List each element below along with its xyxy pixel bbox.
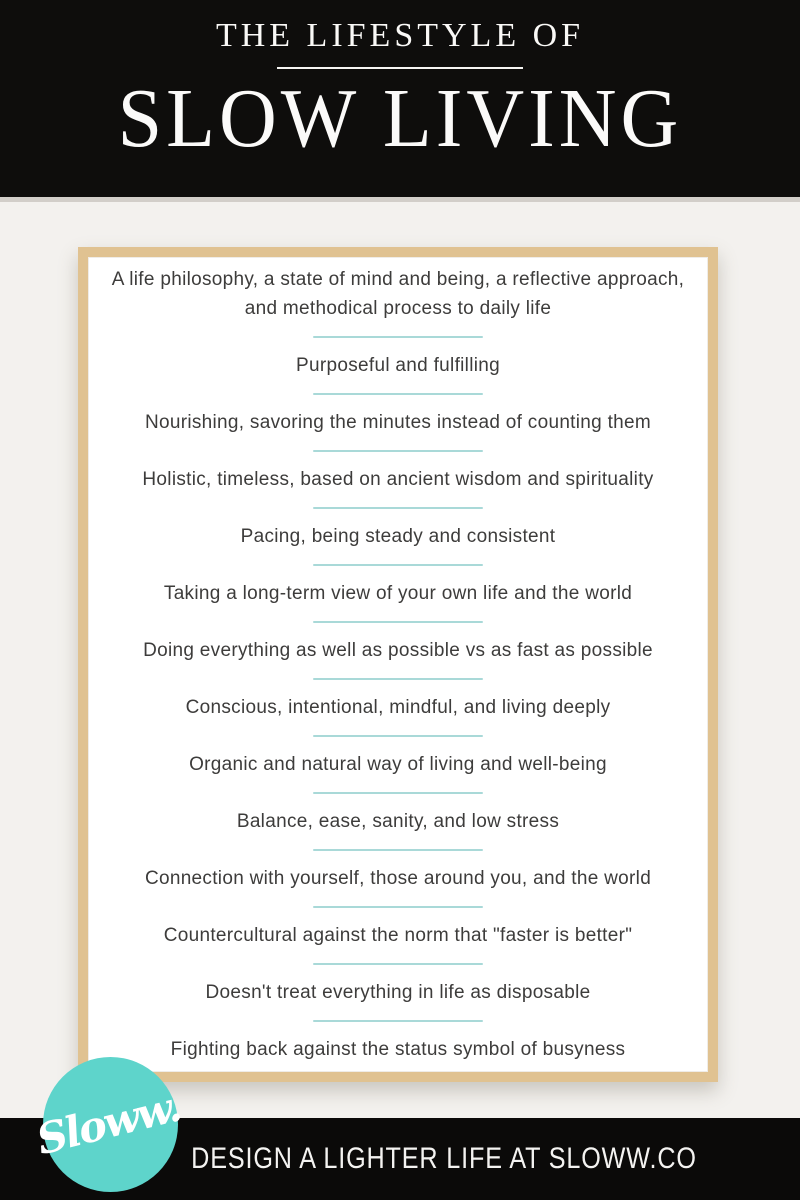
item-divider	[313, 849, 483, 851]
list-item: Purposeful and fulfilling	[296, 355, 500, 376]
item-divider	[313, 393, 483, 395]
wood-seam	[0, 197, 800, 202]
item-divider	[313, 336, 483, 338]
header-divider-line	[277, 67, 523, 69]
quote-card-content	[88, 257, 708, 1072]
list-item: Holistic, timeless, based on ancient wisdom and spirituality	[142, 469, 654, 490]
list-item: Doesn't treat everything in life as disposable	[205, 982, 591, 1003]
list-item: Countercultural against the norm that "faster is better"	[163, 925, 633, 946]
list-item: Doing everything as well as possible vs as fast as possible	[143, 640, 653, 661]
item-divider	[313, 507, 483, 509]
page-title: SLOW LIVING	[117, 73, 683, 165]
sloww-logo-text: Sloww.	[31, 1081, 185, 1165]
item-divider	[313, 963, 483, 965]
footer-tagline: DESIGN A LIGHTER LIFE AT SLOWW.CO	[191, 1142, 697, 1175]
sloww-logo	[31, 1057, 185, 1192]
list-item: Connection with yourself, those around you, and the world	[144, 868, 652, 889]
item-divider	[313, 906, 483, 908]
item-divider	[313, 1020, 483, 1022]
list-item: Conscious, intentional, mindful, and living deeply	[185, 697, 611, 718]
quote-card	[78, 247, 718, 1082]
item-divider	[313, 621, 483, 623]
list-item: Fighting back against the status symbol of busyness	[170, 1039, 626, 1060]
list-item: Taking a long-term view of your own life and the world	[163, 583, 633, 604]
item-divider	[313, 735, 483, 737]
list-item: Balance, ease, sanity, and low stress	[236, 811, 560, 832]
list-item: A life philosophy, a state of mind and being, a reflective approach, and methodical process to daily life	[111, 269, 685, 319]
list-item: Pacing, being steady and consistent	[240, 526, 556, 547]
item-divider	[313, 678, 483, 680]
list-item: Nourishing, savoring the minutes instead of counting them	[144, 412, 652, 433]
item-divider	[313, 450, 483, 452]
header-banner	[0, 0, 800, 197]
item-divider	[313, 792, 483, 794]
header-eyebrow: THE LIFESTYLE OF	[215, 17, 585, 54]
list-item: Organic and natural way of living and well-being	[189, 754, 607, 775]
item-divider	[313, 564, 483, 566]
